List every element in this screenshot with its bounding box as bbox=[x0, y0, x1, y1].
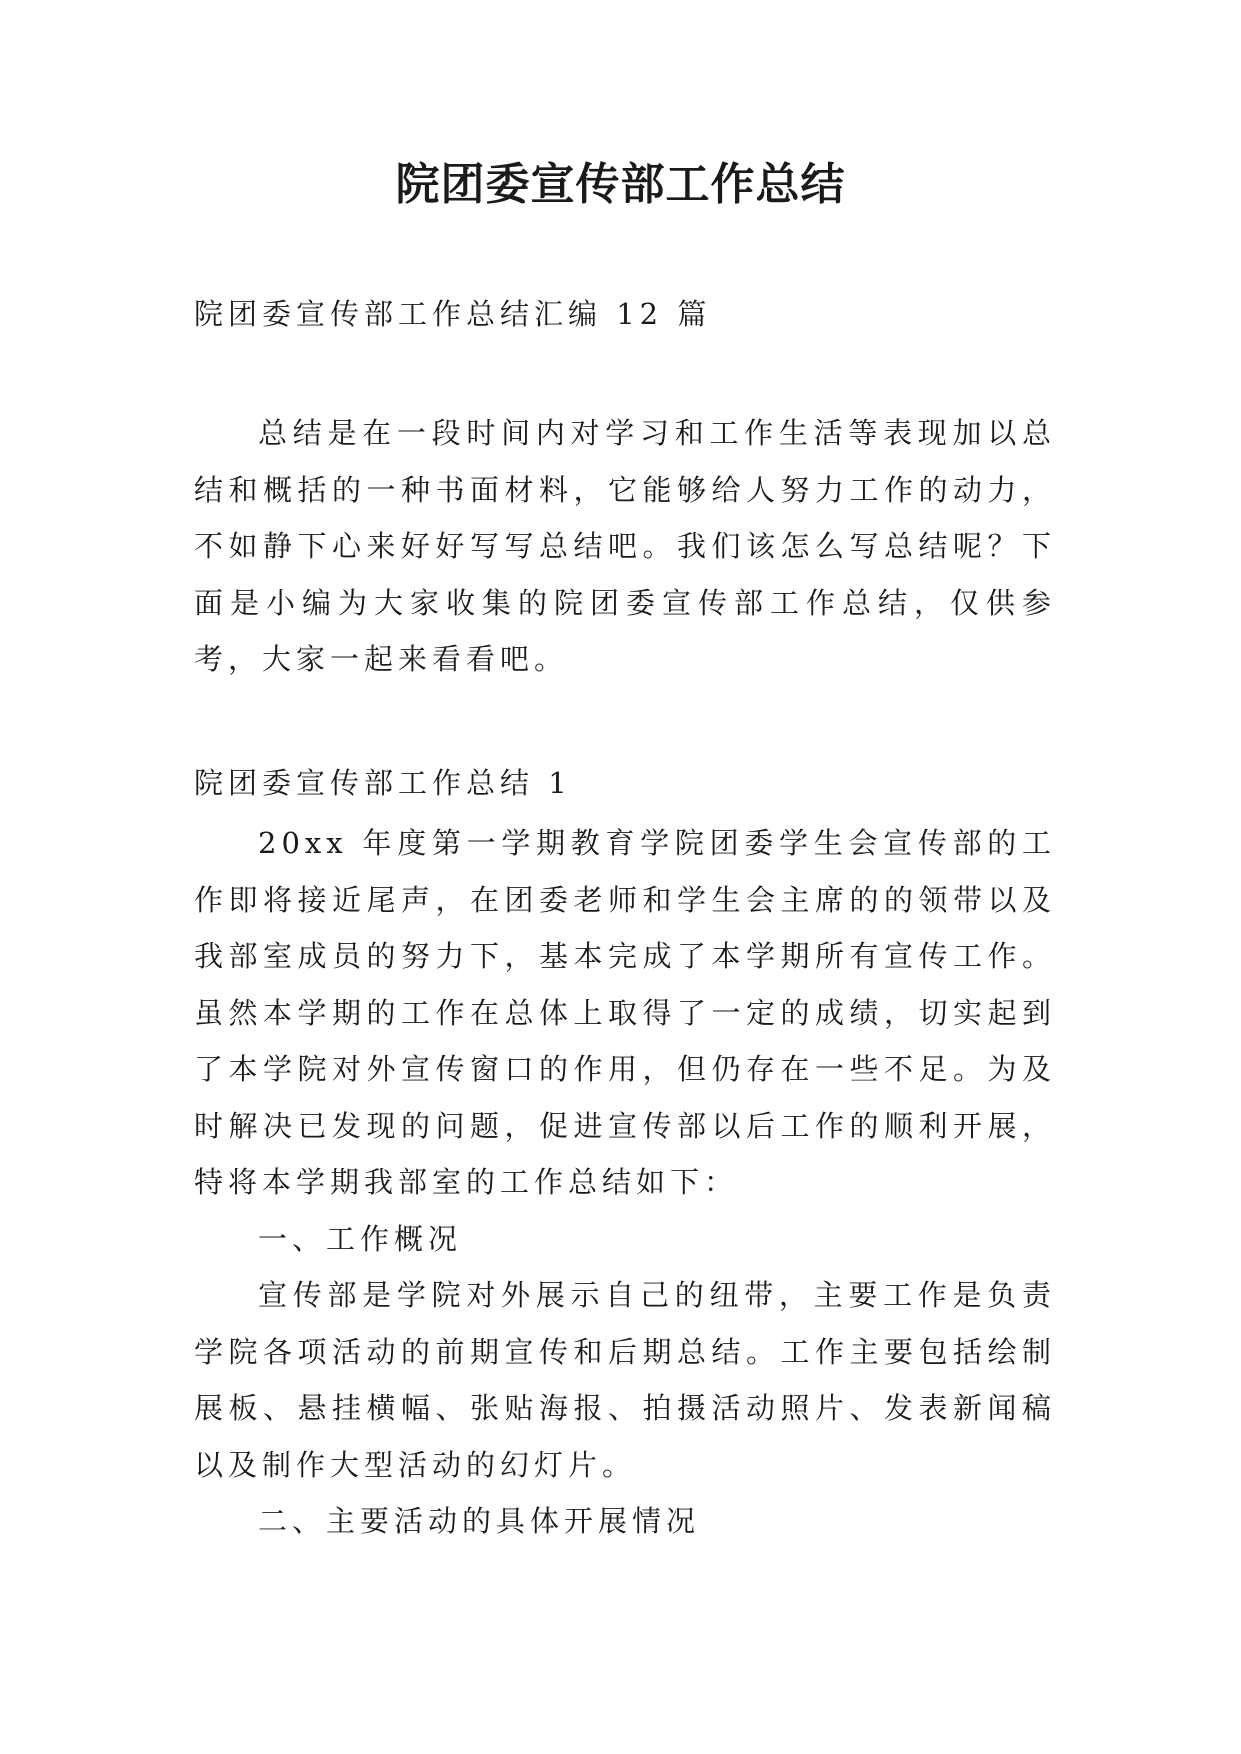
body-paragraph: 20xx 年度第一学期教育学院团委学生会宣传部的工作即将接近尾声，在团委老师和学生会主席的的领带以及我部室成员的努力下，基本完成了本学期所有宣传工作。虽然本学期的工作在总体上取得了一定的成绩，切实起到了本学院对外宣传窗口的作用，但仍存在一些不足。为及时解决已发现的问题，促进宣传部以后工作的顺利开展，特将本学期我部室的工作总结如下： bbox=[194, 826, 1056, 1199]
document-title: 院团委宣传部工作总结 bbox=[395, 159, 846, 210]
body-heading-activities: 二、主要活动的具体开展情况 bbox=[258, 1504, 701, 1538]
section-body bbox=[194, 815, 1056, 1550]
intro-paragraph: 总结是在一段时间内对学习和工作生活等表现加以总结和概括的一种书面材料，它能够给人努力工作的动力，不如静下心来好好写写总结吧。我们该怎么写总结呢？下面是小编为大家收集的院团委宣传部工作总结，仅供参考，大家一起来看看吧。 bbox=[194, 416, 1056, 676]
body-paragraph: 宣传部是学院对外展示自己的纽带，主要工作是负责学院各项活动的前期宣传和后期总结。工作主要包括绘制展板、悬挂横幅、张贴海报、拍摄活动照片、发表新闻稿以及制作大型活动的幻灯片。 bbox=[194, 1278, 1056, 1482]
body-heading-overview: 一、工作概况 bbox=[258, 1221, 463, 1256]
document-subtitle: 院团委宣传部工作总结汇编 12 篇 bbox=[194, 297, 712, 331]
section-heading: 院团委宣传部工作总结 1 bbox=[194, 766, 572, 800]
